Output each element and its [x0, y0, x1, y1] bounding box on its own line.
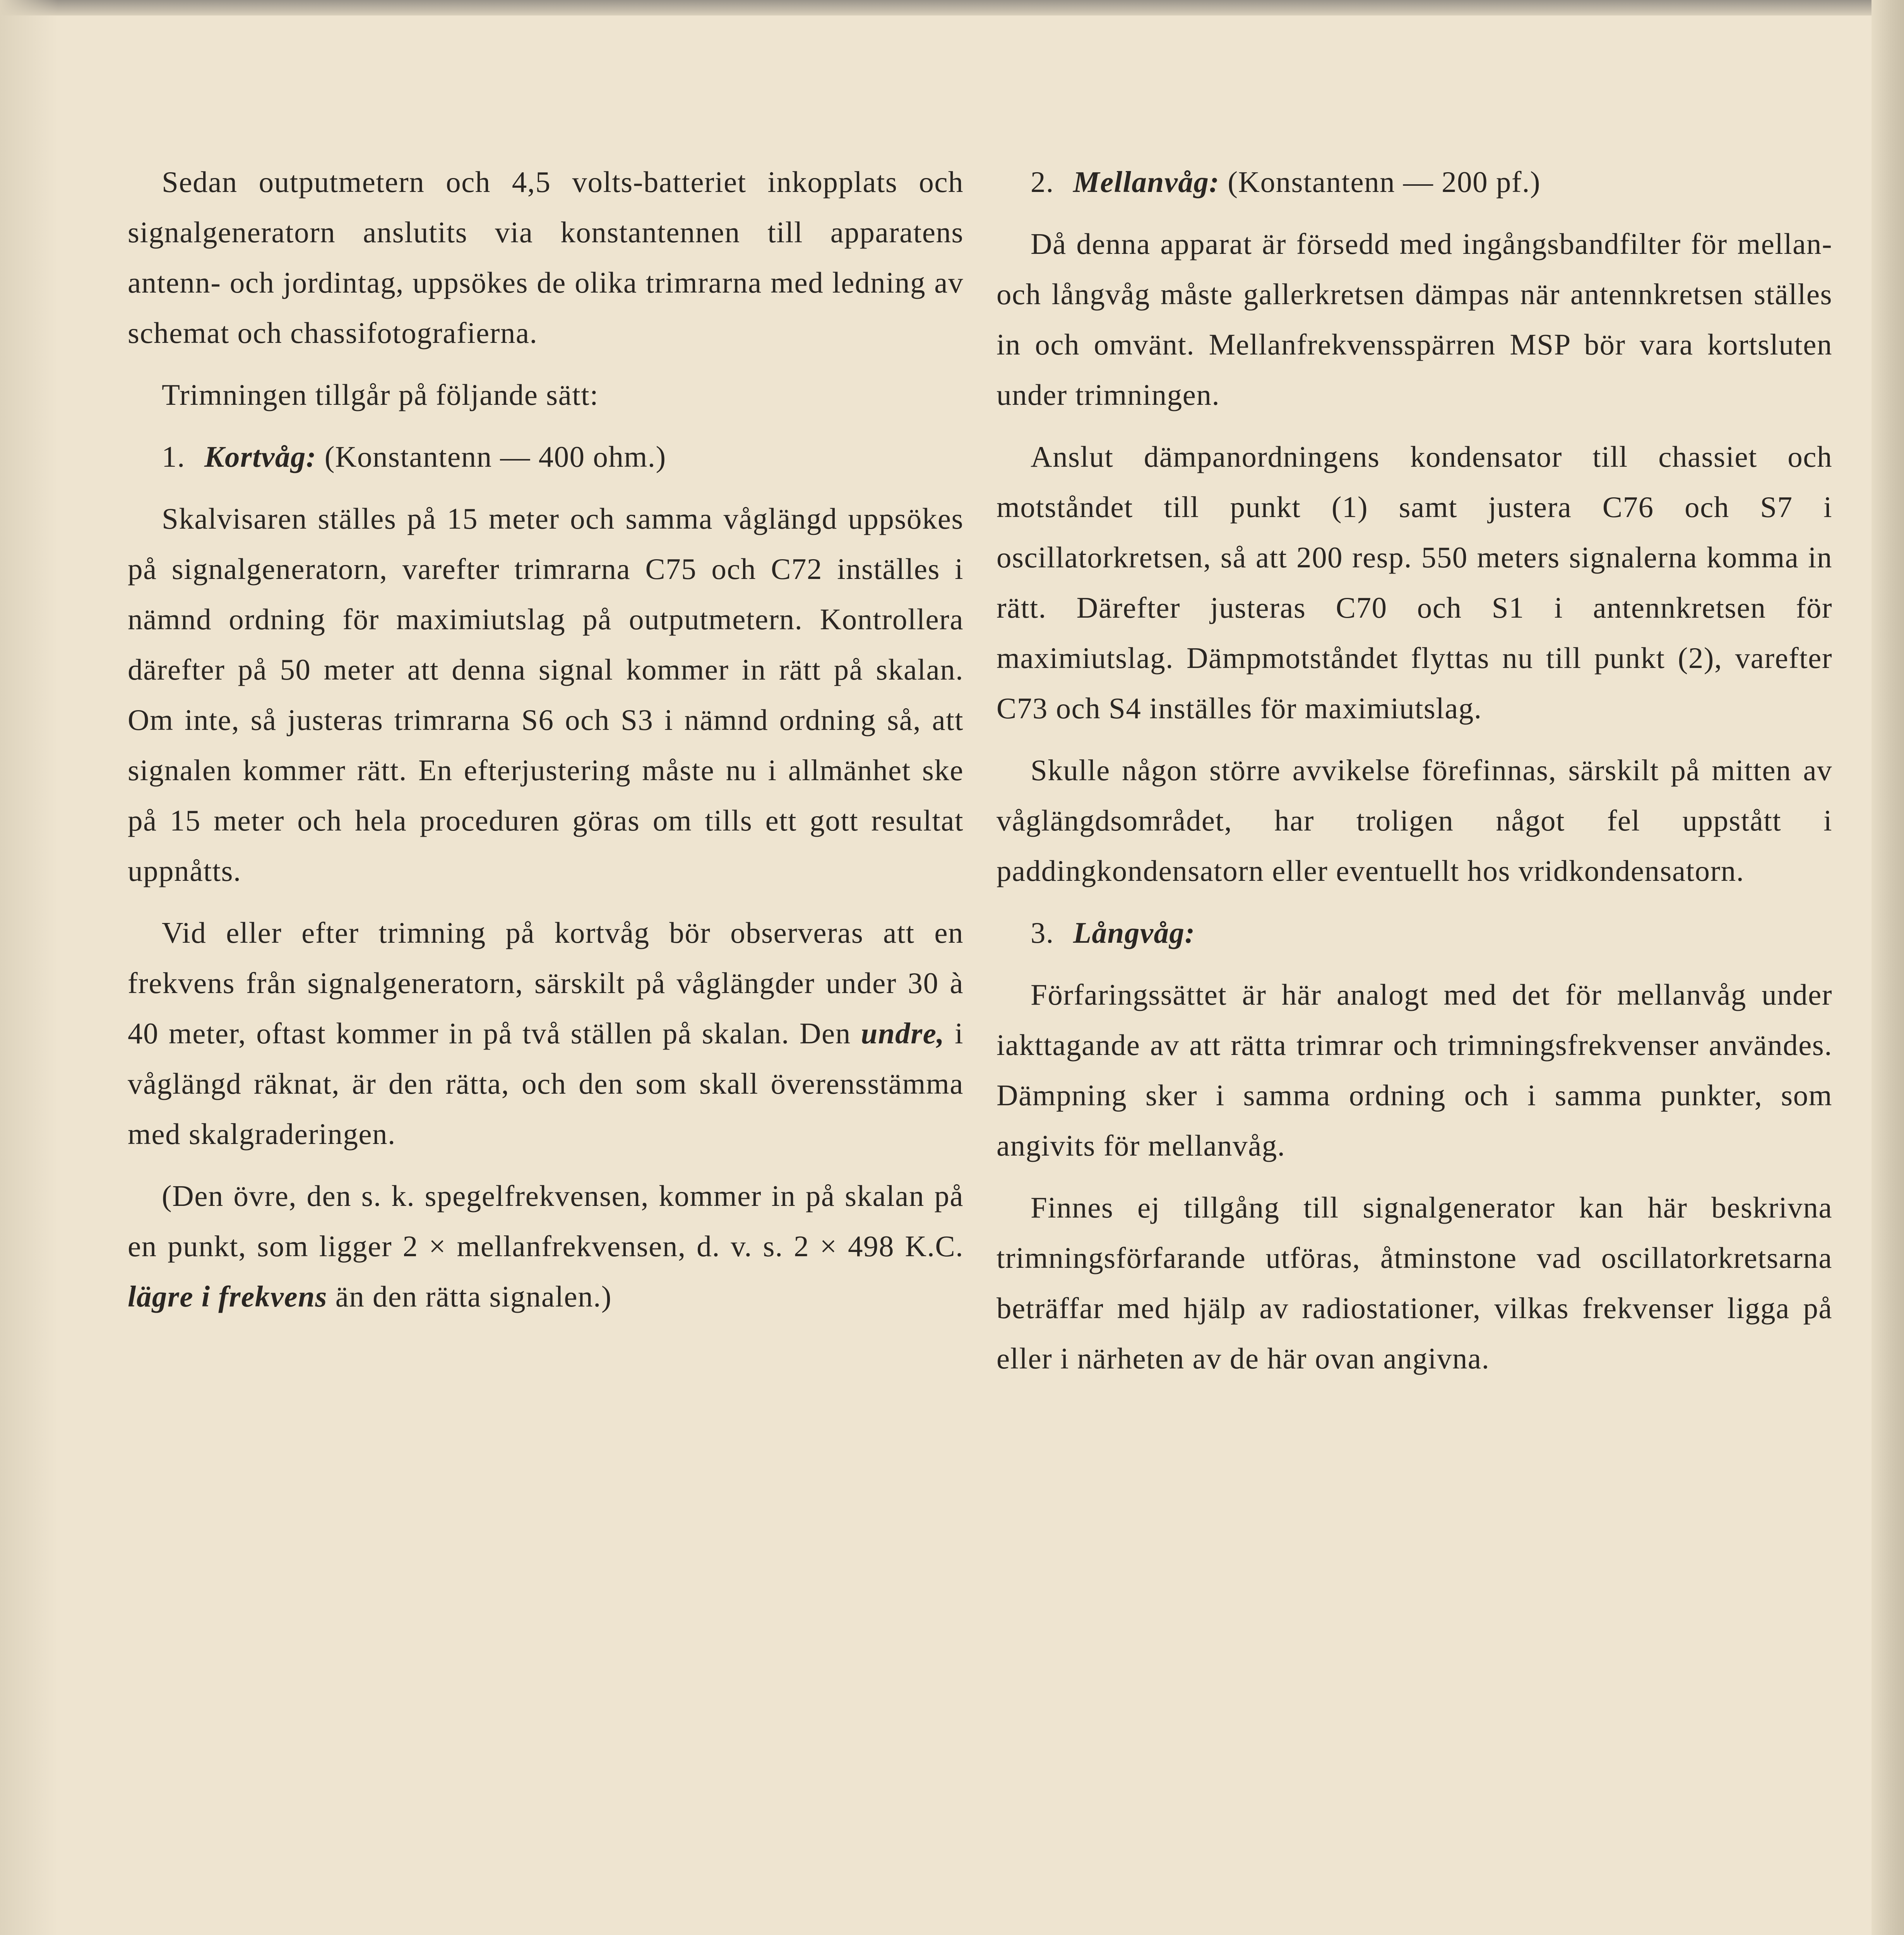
page-left-shadow	[0, 0, 58, 1935]
section-detail: (Konstantenn — 200 pf.)	[1228, 165, 1541, 199]
emphasis-text: undre,	[861, 1017, 945, 1050]
text-run: i våglängd räknat, är den rätta, och den som skall överensstämma med skalgraderingen.	[128, 1017, 964, 1151]
procedure-lead: Trimningen tillgår på följande sätt:	[162, 378, 599, 411]
text-run: Vid eller efter trimning på kortvåg bör observeras att en frekvens från signalgeneratorn, särskilt på våglängder under 30 à 40 meter, oftast kommer in på två ställen på skalan. Den	[128, 916, 964, 1050]
section-detail: (Konstantenn — 400 ohm.)	[324, 440, 666, 473]
left-column	[128, 157, 964, 1333]
text-run: (Den övre, den s. k. spegelfrekvensen, kommer in på skalan på en punkt, som ligger 2 × mellanfrekvensen, d. v. s. 2 × 498 K.C.	[128, 1179, 964, 1263]
anslut-paragraph: Anslut dämpanordningens kondensator till chassiet och motståndet till punkt (1) samt justera C76 och S7 i oscillatorkretsen, så att 200 resp. 550 meters signalerna komma in rätt. Därefter justeras C70 och S1 i antennkretsen för maximiutslag. Dämpmotståndet flyttas nu till punkt (2), varefter C73 och S4 inställes för maximiutslag.	[997, 440, 1832, 725]
page-top-edge	[0, 0, 1904, 15]
kortvag-paragraph: Skalvisaren ställes på 15 meter och samma våglängd uppsökes på signalgeneratorn, varefter trimrarna C75 och C72 inställes i nämnd ordning för maximiutslag på outputmetern. Kontrollera därefter på 50 meter att denna signal kommer in rätt på skalan. Om inte, så justeras trimrarna S6 och S3 i nämnd ordning så, att signalen kommer rätt. En efterjustering måste nu i allmänhet ske på 15 meter och hela proceduren göras om tills ett gott resultat uppnåtts.	[128, 502, 964, 887]
section-title: Mellanvåg:	[1073, 165, 1220, 199]
section-title: Långvåg:	[1073, 916, 1195, 949]
section-heading-kortvag	[162, 432, 964, 482]
section-title: Kortvåg:	[204, 440, 317, 473]
section-heading-langvag	[1031, 908, 1832, 958]
text-run: än den rätta signalen.)	[327, 1280, 612, 1313]
section-number: 2.	[1031, 165, 1054, 199]
observation-paragraph	[128, 908, 964, 1159]
section-number: 1.	[162, 440, 185, 473]
section-heading-mellanvag	[1031, 157, 1832, 207]
intro-paragraph: Sedan outputmetern och 4,5 volts-batteriet inkopplats och signalgeneratorn anslutits via konstantennen till apparatens antenn- och jordintag, uppsökes de olika trimrarna med ledning av schemat och chassifotografierna.	[128, 165, 964, 349]
right-column	[997, 157, 1832, 1395]
bandfilter-paragraph: Då denna apparat är försedd med ingångsbandfilter för mellan- och långvåg måste gallerkretsen dämpas när antennkretsen ställes in och omvänt. Mellanfrekvensspärren MSP bör vara kortsluten under trimningen.	[997, 227, 1832, 411]
spegelfrekvens-paragraph	[128, 1171, 964, 1322]
langvag-paragraph: Förfaringssättet är här analogt med det för mellanvåg under iakttagande av att rätta trimrar och trimningsfrekvenser användes. Dämpning sker i samma ordning och i samma punkter, som angivits för mellanvåg.	[997, 978, 1832, 1162]
section-number: 3.	[1031, 916, 1054, 949]
avvikelse-paragraph: Skulle någon större avvikelse förefinnas, särskilt på mitten av våglängdsområdet, har troligen något fel uppstått i paddingkondensatorn eller eventuellt hos vridkondensatorn.	[997, 753, 1832, 887]
page-right-edge	[1871, 0, 1904, 1935]
emphasis-text: lägre i frekvens	[128, 1280, 327, 1313]
radiostation-paragraph: Finnes ej tillgång till signalgenerator kan här beskrivna trimningsförfarande utföras, åtminstone vad oscillatorkretsarna beträffar med hjälp av radiostationer, vilkas frekvenser ligga på eller i närheten av de här ovan angivna.	[997, 1191, 1832, 1375]
